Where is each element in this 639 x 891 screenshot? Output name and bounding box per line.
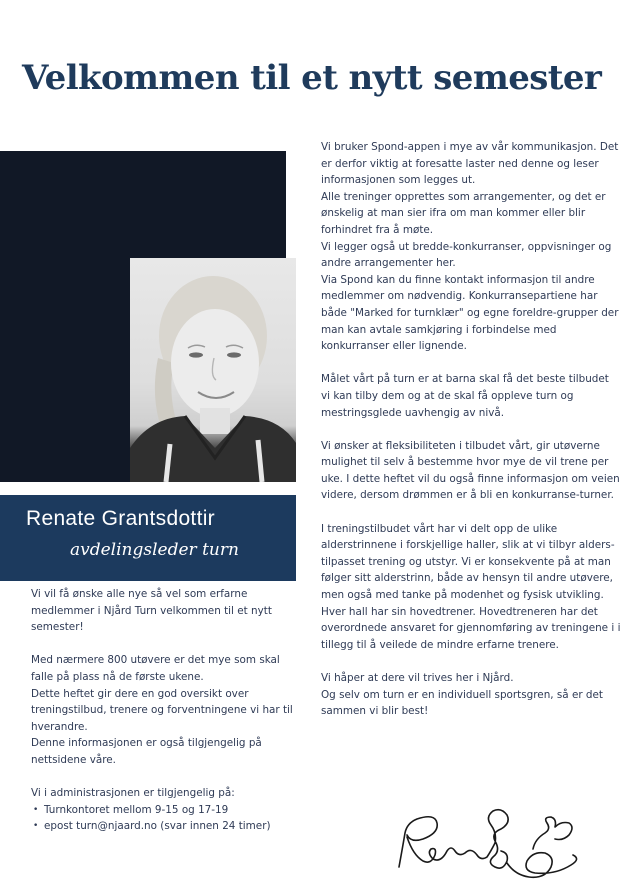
competitions-paragraph: Vi legger også ut bredde-konkurranser, oppvisninger og andre arrangementer her. bbox=[321, 240, 612, 270]
profile-role: avdelingsleder turn bbox=[70, 540, 239, 560]
right-text-column bbox=[321, 139, 621, 720]
profile-name: Renate Grantsdottir bbox=[26, 507, 215, 530]
page-title: Velkommen til et nytt semester bbox=[22, 58, 602, 98]
closing-paragraph-2: Og selv om turn er en individuell sportsgren, så er det sammen vi blir best! bbox=[321, 688, 603, 718]
booklet-paragraph: Dette heftet gir dere en god oversikt over treningstilbud, trenere og forventningene vi har til hverandre. bbox=[31, 687, 293, 733]
paragraph-spacer bbox=[321, 421, 621, 438]
portrait-illustration bbox=[130, 258, 296, 482]
contact-list bbox=[31, 802, 293, 835]
handwritten-signature bbox=[395, 805, 595, 885]
contact-info-paragraph: Via Spond kan du finne kontakt informasjon til andre medlemmer om nødvendig. Konkurransepartiene har både "Marked for turnklær" og egne foreldre-grupper der man kan avtale samkjøring i forbindelse med konkurranser eller lignende. bbox=[321, 273, 619, 353]
paragraph-spacer bbox=[321, 653, 621, 670]
events-paragraph: Alle treninger opprettes som arrangementer, og det er ønskelig at man sier ifra om man kommer eller blir forhindret fra å møte. bbox=[321, 190, 606, 236]
left-text-column bbox=[31, 586, 293, 835]
flexibility-paragraph: Vi ønsker at fleksibiliteten i tilbudet vårt, gir utøverne mulighet til selv å bestemme hvor mye de vil trene per uke. I dette heftet vil du også finne informasjon om veien videre, dersom drømmen er å bli en konkurranse-turner. bbox=[321, 439, 620, 502]
paragraph-spacer bbox=[31, 636, 293, 653]
age-groups-paragraph: I treningstilbudet vårt har vi delt opp de ulike alderstrinnene i forskjellige haller, slik at vi tilbyr alders-tilpasset trening og utstyr. Vi er konsekvente på at man følger sitt alderstrinn, både av hensyn til andre utøvere, men også med tanke på modenhet og fysisk utvikling. bbox=[321, 522, 615, 602]
profile-name-banner bbox=[0, 495, 296, 581]
closing-paragraph-1: Vi håper at dere vil trives her i Njård. bbox=[321, 672, 514, 684]
contact-item-email[interactable]: • epost turn@njaard.no (svar innen 24 timer) bbox=[44, 818, 293, 835]
paragraph-spacer bbox=[31, 769, 293, 786]
contact-item-office-hours: • Turnkontoret mellom 9-15 og 17-19 bbox=[44, 802, 293, 819]
welcome-paragraph: Vi vil få ønske alle nye så vel som erfarne medlemmer i Njård Turn velkommen til et nytt semester! bbox=[31, 588, 272, 634]
spond-paragraph: Vi bruker Spond-appen i mye av vår kommunikasjon. Det er derfor viktig at foresatte laster ned denne og leser informasjonen som legges ut. bbox=[321, 141, 619, 187]
paragraph-spacer bbox=[321, 504, 621, 521]
paragraph-spacer bbox=[321, 355, 621, 372]
website-paragraph: Denne informasjonen er også tilgjengelig på nettsidene våre. bbox=[31, 737, 262, 766]
goal-paragraph: Målet vårt på turn er at barna skal få det beste tilbudet vi kan tilby dem og at de skal få oppleve turn og mestringsglede uavhengig av nivå. bbox=[321, 373, 609, 419]
portrait-photo bbox=[130, 258, 296, 482]
head-coach-paragraph: Hver hall har sin hovedtrener. Hovedtreneren har det overordnede ansvaret for gjennomføring av treningene i i tillegg til å veilede de mindre erfarne trenere. bbox=[321, 605, 621, 651]
admin-availability-paragraph: Vi i administrasjonen er tilgjengelig på: bbox=[31, 787, 235, 800]
members-paragraph: Med nærmere 800 utøvere er det mye som skal falle på plass nå de første ukene. bbox=[31, 654, 280, 683]
